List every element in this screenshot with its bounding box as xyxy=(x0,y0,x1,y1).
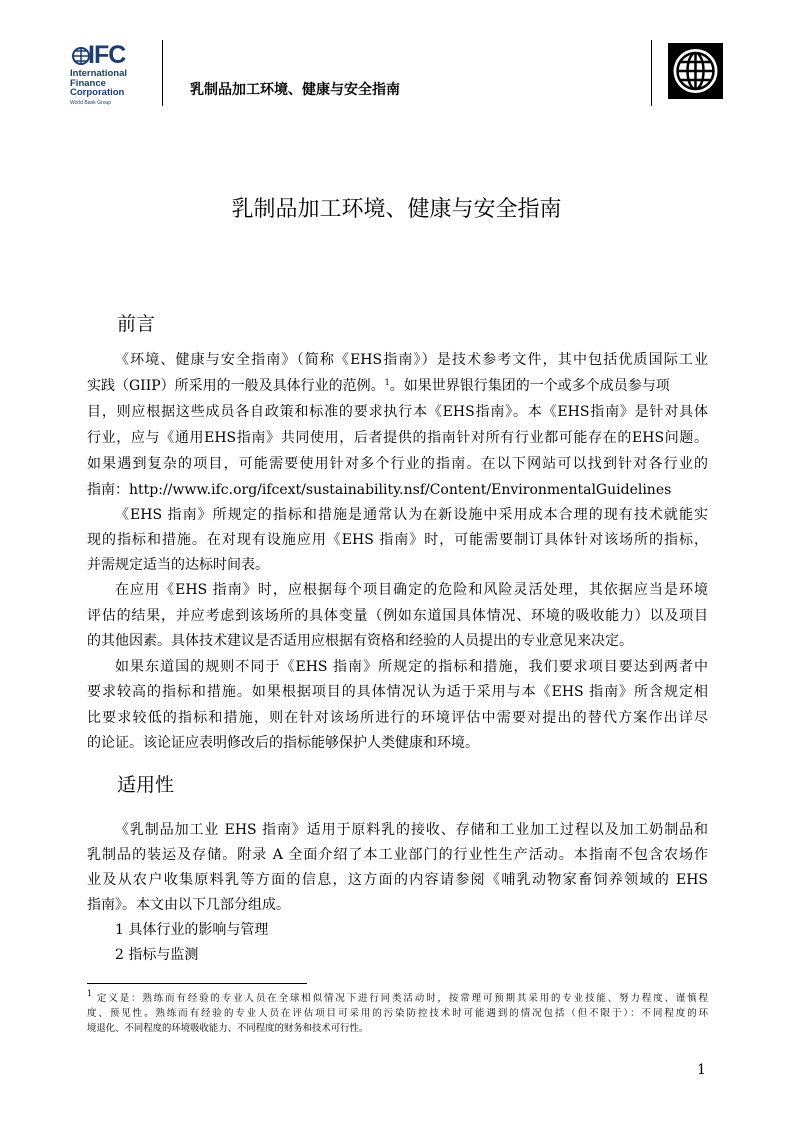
preface-line-15: 比要求较低的指标和措施，则在针对该场所进行的环境评估中需要对提出的替代方案作出详尽 xyxy=(87,710,708,726)
preface-line-2-text: 实践（GIIP）所采用的一般及具体行业的范例。 xyxy=(87,378,385,394)
applicability-line-2: 乳制品的装运及存储。附录 A 全面介绍了本工业部门的行业性生产活动。本指南不包含农场作 xyxy=(87,847,708,863)
preface-line-16: 的论证。该论证应表明修改后的指标能够保护人类健康和环境。 xyxy=(87,735,479,751)
preface-heading: 前言 xyxy=(117,313,156,335)
preface-line-4: 行业，应与《通用EHS指南》共同使用，后者提供的指南针对所有行业都可能存在的EHS问题。 xyxy=(87,430,708,446)
preface-line-2 xyxy=(87,374,670,399)
ifc-wordmark: IFC xyxy=(88,41,126,69)
footnote-line-3: 境退化、不同程度的环境吸收能力、不同程度的财务和技术可行性。 xyxy=(87,1023,369,1034)
ifc-name-line1: International xyxy=(70,68,128,79)
applicability-list-item-1: 1 具体行业的影响与管理 xyxy=(115,922,269,938)
header-divider-right xyxy=(651,40,652,106)
footnote-line-2: 度、预见性。熟练而有经验的专业人员在评估项目可采用的污染防控技术时可能遇到的情况包括（但不限于）：不同程度的环 xyxy=(87,1008,708,1019)
ifc-name xyxy=(70,69,127,98)
preface-line-10: 在应用《EHS 指南》时，应根据每个项目确定的危险和风险灵活处理，其依据应当是环境 xyxy=(115,582,708,598)
ifc-subtitle: World Bank Group xyxy=(70,100,112,106)
preface-line-12: 的其他因素。具体技术建议是否适用应根据有资格和经验的人员提出的专业意见来决定。 xyxy=(87,633,633,649)
preface-line-1: 《环境、健康与安全指南》（简称《EHS指南》）是技术参考文件，其中包括优质国际工业 xyxy=(115,352,708,368)
header-divider-left xyxy=(162,40,163,106)
preface-line-7: 《EHS 指南》所规定的指标和措施是通常认为在新设施中采用成本合理的现有技术就能实 xyxy=(115,507,708,523)
applicability-list-item-2: 2 指标与监测 xyxy=(115,947,199,963)
preface-line-6: 指南：http://www.ifc.org/ifcext/sustainability.nsf/Content/EnvironmentalGuidelines xyxy=(87,482,672,498)
footnote-ref: 1 xyxy=(384,378,390,387)
ifc-name-line2: Finance xyxy=(70,77,106,89)
preface-line-3: 目，则应根据这些成员各自政策和标准的要求执行本《EHS指南》。本《EHS指南》是针对具体 xyxy=(87,404,708,420)
preface-line-2-tail: 。如果世界银行集团的一个或多个成员参与项 xyxy=(389,378,670,394)
footnote-rule xyxy=(87,983,307,984)
preface-line-9: 并需规定适当的达标时间表。 xyxy=(87,557,269,573)
applicability-line-3: 业及从农户收集原料乳等方面的信息，这方面的内容请参阅《哺乳动物家畜饲养领域的 EHS xyxy=(87,872,708,888)
world-bank-globe-icon xyxy=(668,43,723,99)
preface-line-14: 要求较高的指标和措施。如果根据项目的具体情况认为适于采用与本《EHS 指南》所含规定相 xyxy=(87,684,708,700)
preface-line-13: 如果东道国的规则不同于《EHS 指南》所规定的指标和措施，我们要求项目要达到两者中 xyxy=(115,659,708,675)
ifc-logo xyxy=(70,42,162,110)
footnote-line-1-text: 定义是：熟练而有经验的专业人员在全球相似情况下进行同类活动时，按常理可预期其采用的专业技能、努力程度、谨慎程 xyxy=(92,993,708,1004)
footnote-line-1 xyxy=(87,989,708,1005)
header-title: 乳制品加工环境、健康与安全指南 xyxy=(190,82,400,98)
preface-line-8: 现的指标和措施。在对现有设施应用《EHS 指南》时，可能需要制订具体针对该场所的指标， xyxy=(87,532,708,548)
page-number: 1 xyxy=(697,1062,706,1078)
applicability-line-4: 指南》。本文由以下几部分组成。 xyxy=(87,897,290,913)
document-title: 乳制品加工环境、健康与安全指南 xyxy=(231,197,562,222)
preface-line-11: 评估的结果，并应考虑到该场所的具体变量（例如东道国具体情况、环境的吸收能力）以及项目 xyxy=(87,608,708,624)
applicability-heading: 适用性 xyxy=(117,774,175,796)
footnote-marker: 1 xyxy=(87,989,93,998)
preface-line-5: 如果遇到复杂的项目，可能需要使用针对多个行业的指南。在以下网站可以找到针对各行业的 xyxy=(87,456,708,472)
ifc-name-line3: Corporation xyxy=(70,87,125,98)
applicability-line-1: 《乳制品加工业 EHS 指南》适用于原料乳的接收、存储和工业加工过程以及加工奶制品和 xyxy=(115,822,708,838)
